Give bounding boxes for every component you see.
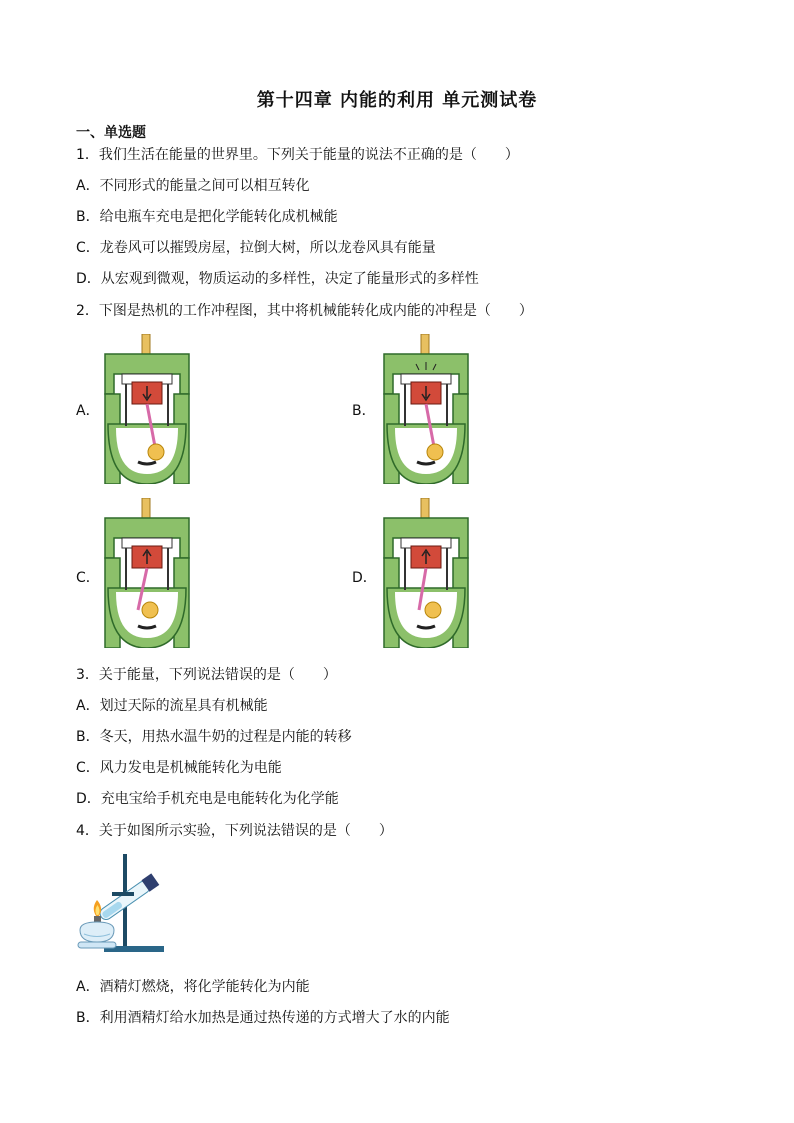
q3-option-c: C．风力发电是机械能转化为电能 bbox=[76, 760, 282, 776]
q1-option-d: D．从宏观到微观，物质运动的多样性，决定了能量形式的多样性 bbox=[76, 271, 479, 287]
engine-diagram-b bbox=[379, 334, 473, 484]
engine-diagram-c bbox=[100, 498, 194, 648]
q2-option-b-label: B． bbox=[352, 403, 376, 419]
q4-stem: 4．关于如图所示实验，下列说法错误的是（ ） bbox=[76, 823, 393, 839]
q2-option-c-label: C． bbox=[76, 570, 100, 586]
q3-option-a: A．划过天际的流星具有机械能 bbox=[76, 698, 268, 714]
q1-stem: 1．我们生活在能量的世界里。下列关于能量的说法不正确的是（ ） bbox=[76, 147, 519, 163]
q2-option-d-label: D． bbox=[352, 570, 377, 586]
q3-stem: 3．关于能量，下列说法错误的是（ ） bbox=[76, 667, 337, 683]
q1-option-c: C．龙卷风可以摧毁房屋，拉倒大树，所以龙卷风具有能量 bbox=[76, 240, 436, 256]
engine-diagram-a bbox=[100, 334, 194, 484]
heating-experiment-diagram bbox=[74, 852, 170, 958]
q3-option-b: B．冬天，用热水温牛奶的过程是内能的转移 bbox=[76, 729, 352, 745]
q2-stem: 2．下图是热机的工作冲程图，其中将机械能转化成内能的冲程是（ ） bbox=[76, 303, 533, 319]
q4-option-a: A．酒精灯燃烧，将化学能转化为内能 bbox=[76, 979, 310, 995]
q1-option-a: A．不同形式的能量之间可以相互转化 bbox=[76, 178, 310, 194]
q1-option-b: B．给电瓶车充电是把化学能转化成机械能 bbox=[76, 209, 338, 225]
q2-option-a-label: A． bbox=[76, 403, 100, 419]
q4-option-b: B．利用酒精灯给水加热是通过热传递的方式增大了水的内能 bbox=[76, 1010, 450, 1026]
engine-diagram-d bbox=[379, 498, 473, 648]
page-title: 第十四章 内能的利用 单元测试卷 bbox=[256, 90, 538, 111]
section-heading: 一、单选题 bbox=[76, 125, 146, 141]
q3-option-d: D．充电宝给手机充电是电能转化为化学能 bbox=[76, 791, 339, 807]
